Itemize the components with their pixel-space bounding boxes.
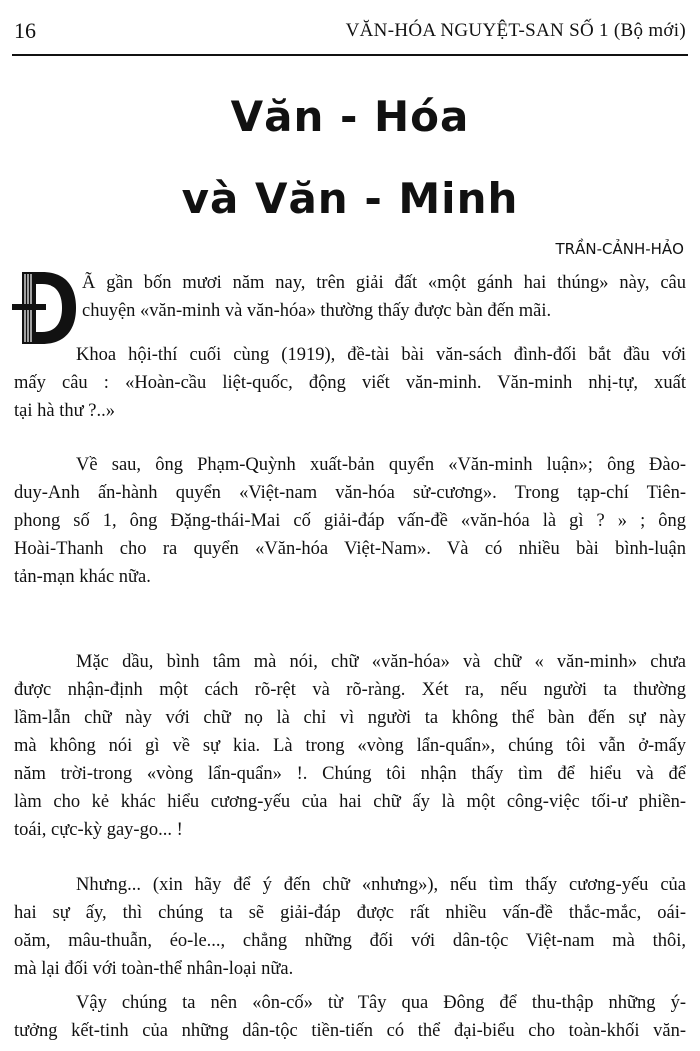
paragraph-4 — [14, 648, 686, 844]
text-line: toái, cực-kỳ gay-go... ! — [14, 820, 183, 840]
text-line: hai sự ấy, thì chúng ta sẽ giải-đáp được rất nhiều vấn-đề thắc-mắc, oái- — [14, 903, 686, 923]
text-line: duy-Anh ấn-hành quyển «Việt-nam văn-hóa sử-cương». Trong tạp-chí Tiên- — [14, 483, 686, 503]
text-line: năm trời-trong «vòng lẩn-quẩn» !. Chúng tôi nhận thấy tìm để hiểu và để — [14, 764, 686, 784]
article-title-line2: và Văn - Minh — [181, 174, 519, 223]
text-line: Ã gần bốn mươi năm nay, trên giải đất «một gánh hai thúng» này, câu — [82, 273, 686, 293]
text-line: Về sau, ông Phạm-Quỳnh xuất-bản quyển «Văn-minh luận»; ông Đào- — [76, 455, 686, 475]
header-rule — [12, 54, 688, 56]
text-line: mấy câu : «Hoàn-cầu liệt-quốc, động viết văn-minh. Văn-minh nhị-tự, xuất — [14, 373, 686, 393]
text-line: tại hà thư ?..» — [14, 401, 115, 421]
text-line: Vậy chúng ta nên «ôn-cố» từ Tây qua Đông để thu-thập những ý- — [76, 993, 686, 1013]
text-line: tản-mạn khác nữa. — [14, 567, 151, 587]
paragraph-2 — [14, 341, 686, 425]
text-line: mà không nói gì về sự kia. Là trong «vòng lẩn-quẩn», chúng tôi vẫn ở-mấy — [14, 736, 686, 756]
text-line: chuyện «văn-minh và văn-hóa» thường thấy được bàn đến mãi. — [82, 301, 552, 321]
text-line: làm cho kẻ khác hiểu cương-yếu của hai chữ ấy là một công-việc tối-ư phiền- — [14, 792, 686, 812]
author: TRẦN-CẢNH-HẢO — [555, 240, 684, 258]
text-line: được nhận-định một cách rõ-rệt và rõ-ràng. Xét ra, nếu người ta thường — [14, 680, 686, 700]
text-line: phong số 1, ông Đặng-thái-Mai cố giải-đáp vấn-đề «văn-hóa là gì ? » ; ông — [14, 511, 686, 531]
text-line: oăm, mâu-thuẫn, éo-le..., chẳng những đối với dân-tộc Việt-nam mà thôi, — [14, 931, 686, 951]
text-line: mà lại đối với toàn-thể nhân-loại nữa. — [14, 959, 294, 979]
page-number: 16 — [14, 18, 36, 43]
paragraph-6 — [14, 989, 686, 1045]
paragraph-1 — [82, 269, 686, 325]
text-line: Nhưng... (xin hãy để ý đến chữ «nhưng»), nếu tìm thấy cương-yếu của — [76, 875, 686, 895]
paragraph-5 — [14, 871, 686, 983]
text-line: tưởng kết-tinh của những dân-tộc tiền-tiến có thể đại-biểu cho toàn-khối văn- — [14, 1021, 686, 1041]
article-title-line1: Văn - Hóa — [230, 92, 470, 141]
text-line: Khoa hội-thí cuối cùng (1919), đề-tài bài văn-sách đình-đối bắt đầu với — [76, 345, 686, 365]
paragraph-3 — [14, 451, 686, 591]
text-line: lầm-lẫn chữ này với chữ nọ là chỉ vì người ta không thể bàn đến sự này — [14, 708, 686, 728]
running-title: VĂN-HÓA NGUYỆT-SAN SỐ 1 (Bộ mới) — [345, 20, 686, 41]
drop-cap-icon — [12, 270, 78, 346]
text-line: Mặc dầu, bình tâm mà nói, chữ «văn-hóa» và chữ « văn-minh» chưa — [76, 652, 686, 672]
text-line: Hoài-Thanh cho ra quyển «Văn-hóa Việt-Nam». Và có nhiều bài bình-luận — [14, 539, 686, 559]
